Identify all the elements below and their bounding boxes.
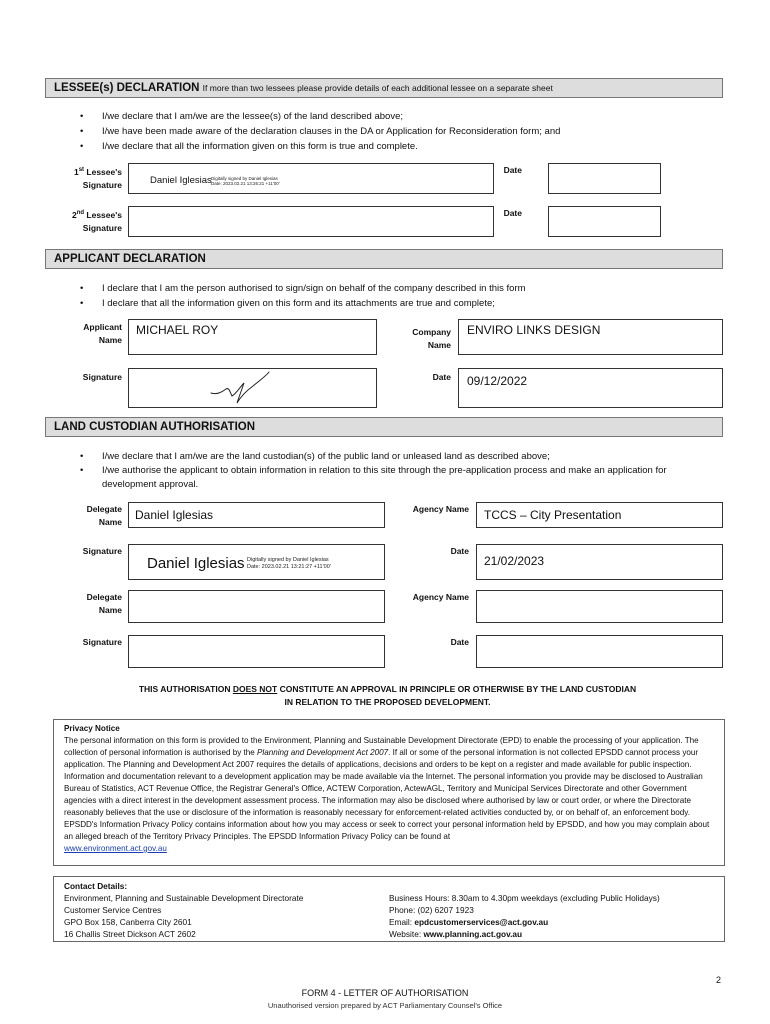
list-item: • I/we declare that I am/we are the land custodian(s) of the public land or unleased land as described above;: [80, 449, 720, 464]
business-hours: Business Hours: 8.30am to 4.30pm weekdays (excluding Public Holidays): [389, 893, 660, 903]
delegate-name-value: Daniel Iglesias: [135, 508, 214, 522]
contact-phone: Phone: (02) 6207 1923: [389, 905, 474, 915]
list-item: • I/we authorise the applicant to obtain information in relation to this site through the pre-application process and make an application for development approval.: [80, 464, 720, 492]
custodian-declaration-list: [80, 449, 720, 492]
second-agency-name-label: Agency Name: [412, 592, 469, 602]
contact-details: [53, 876, 725, 942]
lessee-declaration-list: [80, 109, 720, 154]
lessee-section-title: LESSEE(s) DECLARATION: [54, 82, 200, 94]
contact-website: Website: www.planning.act.gov.au: [389, 929, 523, 939]
agency-name-label: Agency Name: [412, 504, 469, 514]
contact-address: Environment, Planning and Sustainable Development Directorate Customer Service Centres GPO Box 158, Canberra City 2601 16 Challis Street Dickson ACT 2602: [64, 893, 304, 939]
lessee-section-header: [45, 78, 723, 98]
page-number: 2: [716, 975, 722, 985]
second-delegate-name-field[interactable]: [128, 590, 385, 623]
website-link[interactable]: www.planning.act.gov.au: [423, 929, 523, 939]
applicant-name-label: Applicant Name: [83, 322, 122, 345]
applicant-section-header: [45, 249, 723, 269]
first-lessee-date-field[interactable]: [548, 163, 661, 194]
applicant-name-field[interactable]: [128, 319, 377, 355]
contact-details-title: Contact Details:: [64, 881, 128, 891]
applicant-name-value: MICHAEL ROY: [136, 323, 219, 337]
applicant-signature-field[interactable]: [128, 368, 377, 408]
delegate-name-label: Delegate Name: [86, 504, 122, 527]
privacy-notice-title: Privacy Notice: [64, 724, 120, 733]
list-item: • I declare that all the information given on this form and its attachments are true and complete;: [80, 296, 720, 311]
second-agency-name-field[interactable]: [476, 590, 723, 623]
second-delegate-date-label: Date: [450, 637, 469, 647]
delegate-name-field[interactable]: [128, 502, 385, 528]
first-lessee-signature-field[interactable]: [128, 163, 494, 194]
company-name-label: Company Name: [412, 327, 451, 350]
second-lessee-date-label: Date: [503, 208, 522, 218]
applicant-section-title: APPLICANT DECLARATION: [54, 253, 206, 265]
agency-name-value: TCCS – City Presentation: [484, 508, 622, 522]
privacy-notice: [53, 719, 725, 866]
applicant-date-label: Date: [432, 372, 451, 382]
delegate-date-field[interactable]: [476, 544, 723, 580]
second-delegate-signature-label: Signature: [82, 637, 122, 647]
form-title-footer: FORM 4 - LETTER OF AUTHORISATION: [301, 988, 469, 998]
company-name-field[interactable]: [458, 319, 723, 355]
contact-email: Email: epdcustomerservices@act.gov.au: [389, 917, 549, 927]
contact-channels: [389, 892, 660, 940]
first-lessee-signature-name: Daniel Iglesias: [150, 175, 212, 186]
custodian-section-header: [45, 417, 723, 437]
delegate-signature-field[interactable]: [128, 544, 385, 580]
delegate-date-label: Date: [450, 546, 469, 556]
first-lessee-signature-label: 1st Lessee's Signature: [73, 166, 122, 190]
second-lessee-signature-field[interactable]: [128, 206, 494, 237]
list-item: • I declare that I am the person authorised to sign/sign on behalf of the company described in this form: [80, 281, 720, 296]
applicant-signature-label: Signature: [82, 372, 122, 382]
privacy-notice-body: The personal information on this form is provided to the Environment, Planning and Sustainable Development Directorate (EPD) to enable the processing of your application. The collection of personal information is authorised by the Planning and Development Act 2007. If all or some of the personal information is not collected EPSDD cannot process your application. The Planning and Development Act 2007 requires the details of applications, decisions and orders to be kept on a register and made available for public inspection. Information and documentation relevant to a development application may be made available via the Internet. The personal information you provide may be disclosed to Australian Bureau of Statistics, ACT Revenue Office, the Registrar General's Office, ACTEW Corporation, ActewAGL, Territory and Municipal Services Directorate and other Government agencies with a direct interest in the development assessment process. The information may also be disclosed where authorised by law or court order, or where the Directorate reasonably believes that the use or disclosure of the information is reasonably necessary for enforcement-related activities conducted by, or on behalf of, an enforcement body. EPSDD's Information Privacy Policy contains information about how you may access or seek to correct your personal information held by EPSDD, and how you may complain about an alleged breach of the Territory Privacy Principles. The EPSDD Information Privacy Policy can be found at: [64, 736, 710, 841]
list-item: • I/we have been made aware of the declaration clauses in the DA or Application for Reconsideration form; and: [80, 124, 720, 139]
list-item: • I/we declare that I am/we are the lessee(s) of the land described above;: [80, 109, 720, 124]
environment-website-link[interactable]: www.environment.act.gov.au: [64, 844, 167, 853]
applicant-declaration-list: [80, 281, 720, 311]
footer-note: Unauthorised version prepared by ACT Parliamentary Counsel's Office: [267, 1001, 503, 1010]
second-lessee-date-field[interactable]: [548, 206, 661, 237]
delegate-signature-name: Daniel Iglesias: [147, 555, 245, 572]
agency-name-field[interactable]: [476, 502, 723, 528]
second-delegate-date-field[interactable]: [476, 635, 723, 668]
first-lessee-signature-stamp: Digitally signed by Daniel Iglesias Date: 2023.02.21 13:26:21 +11'00': [211, 176, 280, 186]
handwritten-signature-icon: [129, 369, 376, 407]
lessee-section-subtitle: If more than two lessees please provide details of each additional lessee on a separate sheet: [202, 83, 553, 93]
second-delegate-name-label: Delegate Name: [86, 592, 122, 615]
delegate-signature-label: Signature: [82, 546, 122, 556]
custodian-authorisation-notice: THIS AUTHORISATION DOES NOT CONSTITUTE AN APPROVAL IN PRINCIPLE OR OTHERWISE BY THE LAND CUSTODIAN IN RELATION TO THE PROPOSED DEVELOPMENT.: [138, 684, 637, 707]
first-lessee-date-label: Date: [503, 165, 522, 175]
delegate-date-value: 21/02/2023: [484, 554, 545, 568]
company-name-value: ENVIRO LINKS DESIGN: [467, 323, 601, 337]
delegate-signature-stamp: Digitally signed by Daniel Iglesias Date: 2023.02.21 13:21:27 +11'00': [247, 557, 331, 570]
applicant-date-field[interactable]: [458, 368, 723, 408]
second-delegate-signature-field[interactable]: [128, 635, 385, 668]
custodian-section-title: LAND CUSTODIAN AUTHORISATION: [54, 421, 256, 433]
applicant-date-value: 09/12/2022: [467, 374, 528, 388]
second-lessee-signature-label: 2nd Lessee's Signature: [71, 209, 122, 233]
list-item: • I/we declare that all the information given on this form is true and complete.: [80, 139, 720, 154]
email-link[interactable]: epdcustomerservices@act.gov.au: [414, 917, 549, 927]
